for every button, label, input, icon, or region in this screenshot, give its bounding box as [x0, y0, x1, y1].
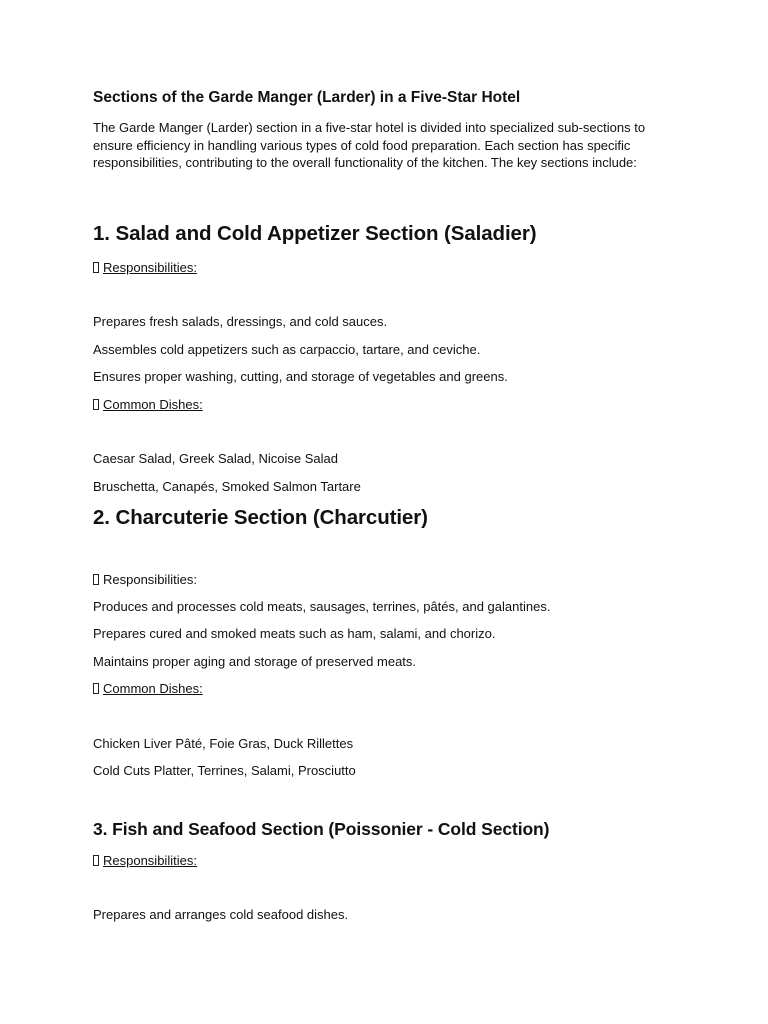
- section-heading-3: 3. Fish and Seafood Section (Poissonier - Cold Section): [93, 819, 550, 839]
- responsibilities-label-3: Responsibilities:: [93, 853, 197, 868]
- list-item: Ensures proper washing, cutting, and storage of vegetables and greens.: [93, 369, 508, 384]
- list-item: Caesar Salad, Greek Salad, Nicoise Salad: [93, 451, 338, 466]
- checkbox-glyph-icon: [93, 399, 99, 410]
- list-item: Maintains proper aging and storage of preserved meats.: [93, 654, 417, 669]
- checkbox-glyph-icon: [93, 262, 99, 273]
- checkbox-glyph-icon: [93, 855, 99, 866]
- list-item: Prepares and arranges cold seafood dishes.: [93, 907, 349, 922]
- dishes-label-1: Common Dishes:: [93, 397, 203, 412]
- section-heading-2: 2. Charcuterie Section (Charcutier): [93, 506, 428, 529]
- list-item: Produces and processes cold meats, sausages, terrines, pâtés, and galantines.: [93, 599, 551, 614]
- section-heading-1: 1. Salad and Cold Appetizer Section (Saladier): [93, 222, 537, 245]
- checkbox-glyph-icon: [93, 683, 99, 694]
- list-item: Assembles cold appetizers such as carpaccio, tartare, and ceviche.: [93, 342, 481, 357]
- list-item: Bruschetta, Canapés, Smoked Salmon Tartare: [93, 479, 361, 494]
- responsibilities-label-1: Responsibilities:: [93, 260, 197, 275]
- intro-paragraph: The Garde Manger (Larder) section in a five-star hotel is divided into specialized sub-sections to ensure efficiency in handling various types of cold food preparation. Each section has specific responsibilities, contributing to the overall functionality of the kitchen. The key sections include:: [93, 120, 646, 170]
- checkbox-glyph-icon: [93, 574, 99, 585]
- responsibilities-label-2: Responsibilities:: [93, 572, 197, 587]
- list-item: Cold Cuts Platter, Terrines, Salami, Prosciutto: [93, 763, 356, 778]
- dishes-label-2: Common Dishes:: [93, 681, 203, 696]
- document-title: Sections of the Garde Manger (Larder) in a Five-Star Hotel: [93, 89, 521, 106]
- list-item: Chicken Liver Pâté, Foie Gras, Duck Rillettes: [93, 736, 354, 751]
- list-item: Prepares fresh salads, dressings, and cold sauces.: [93, 314, 388, 329]
- list-item: Prepares cured and smoked meats such as ham, salami, and chorizo.: [93, 626, 496, 641]
